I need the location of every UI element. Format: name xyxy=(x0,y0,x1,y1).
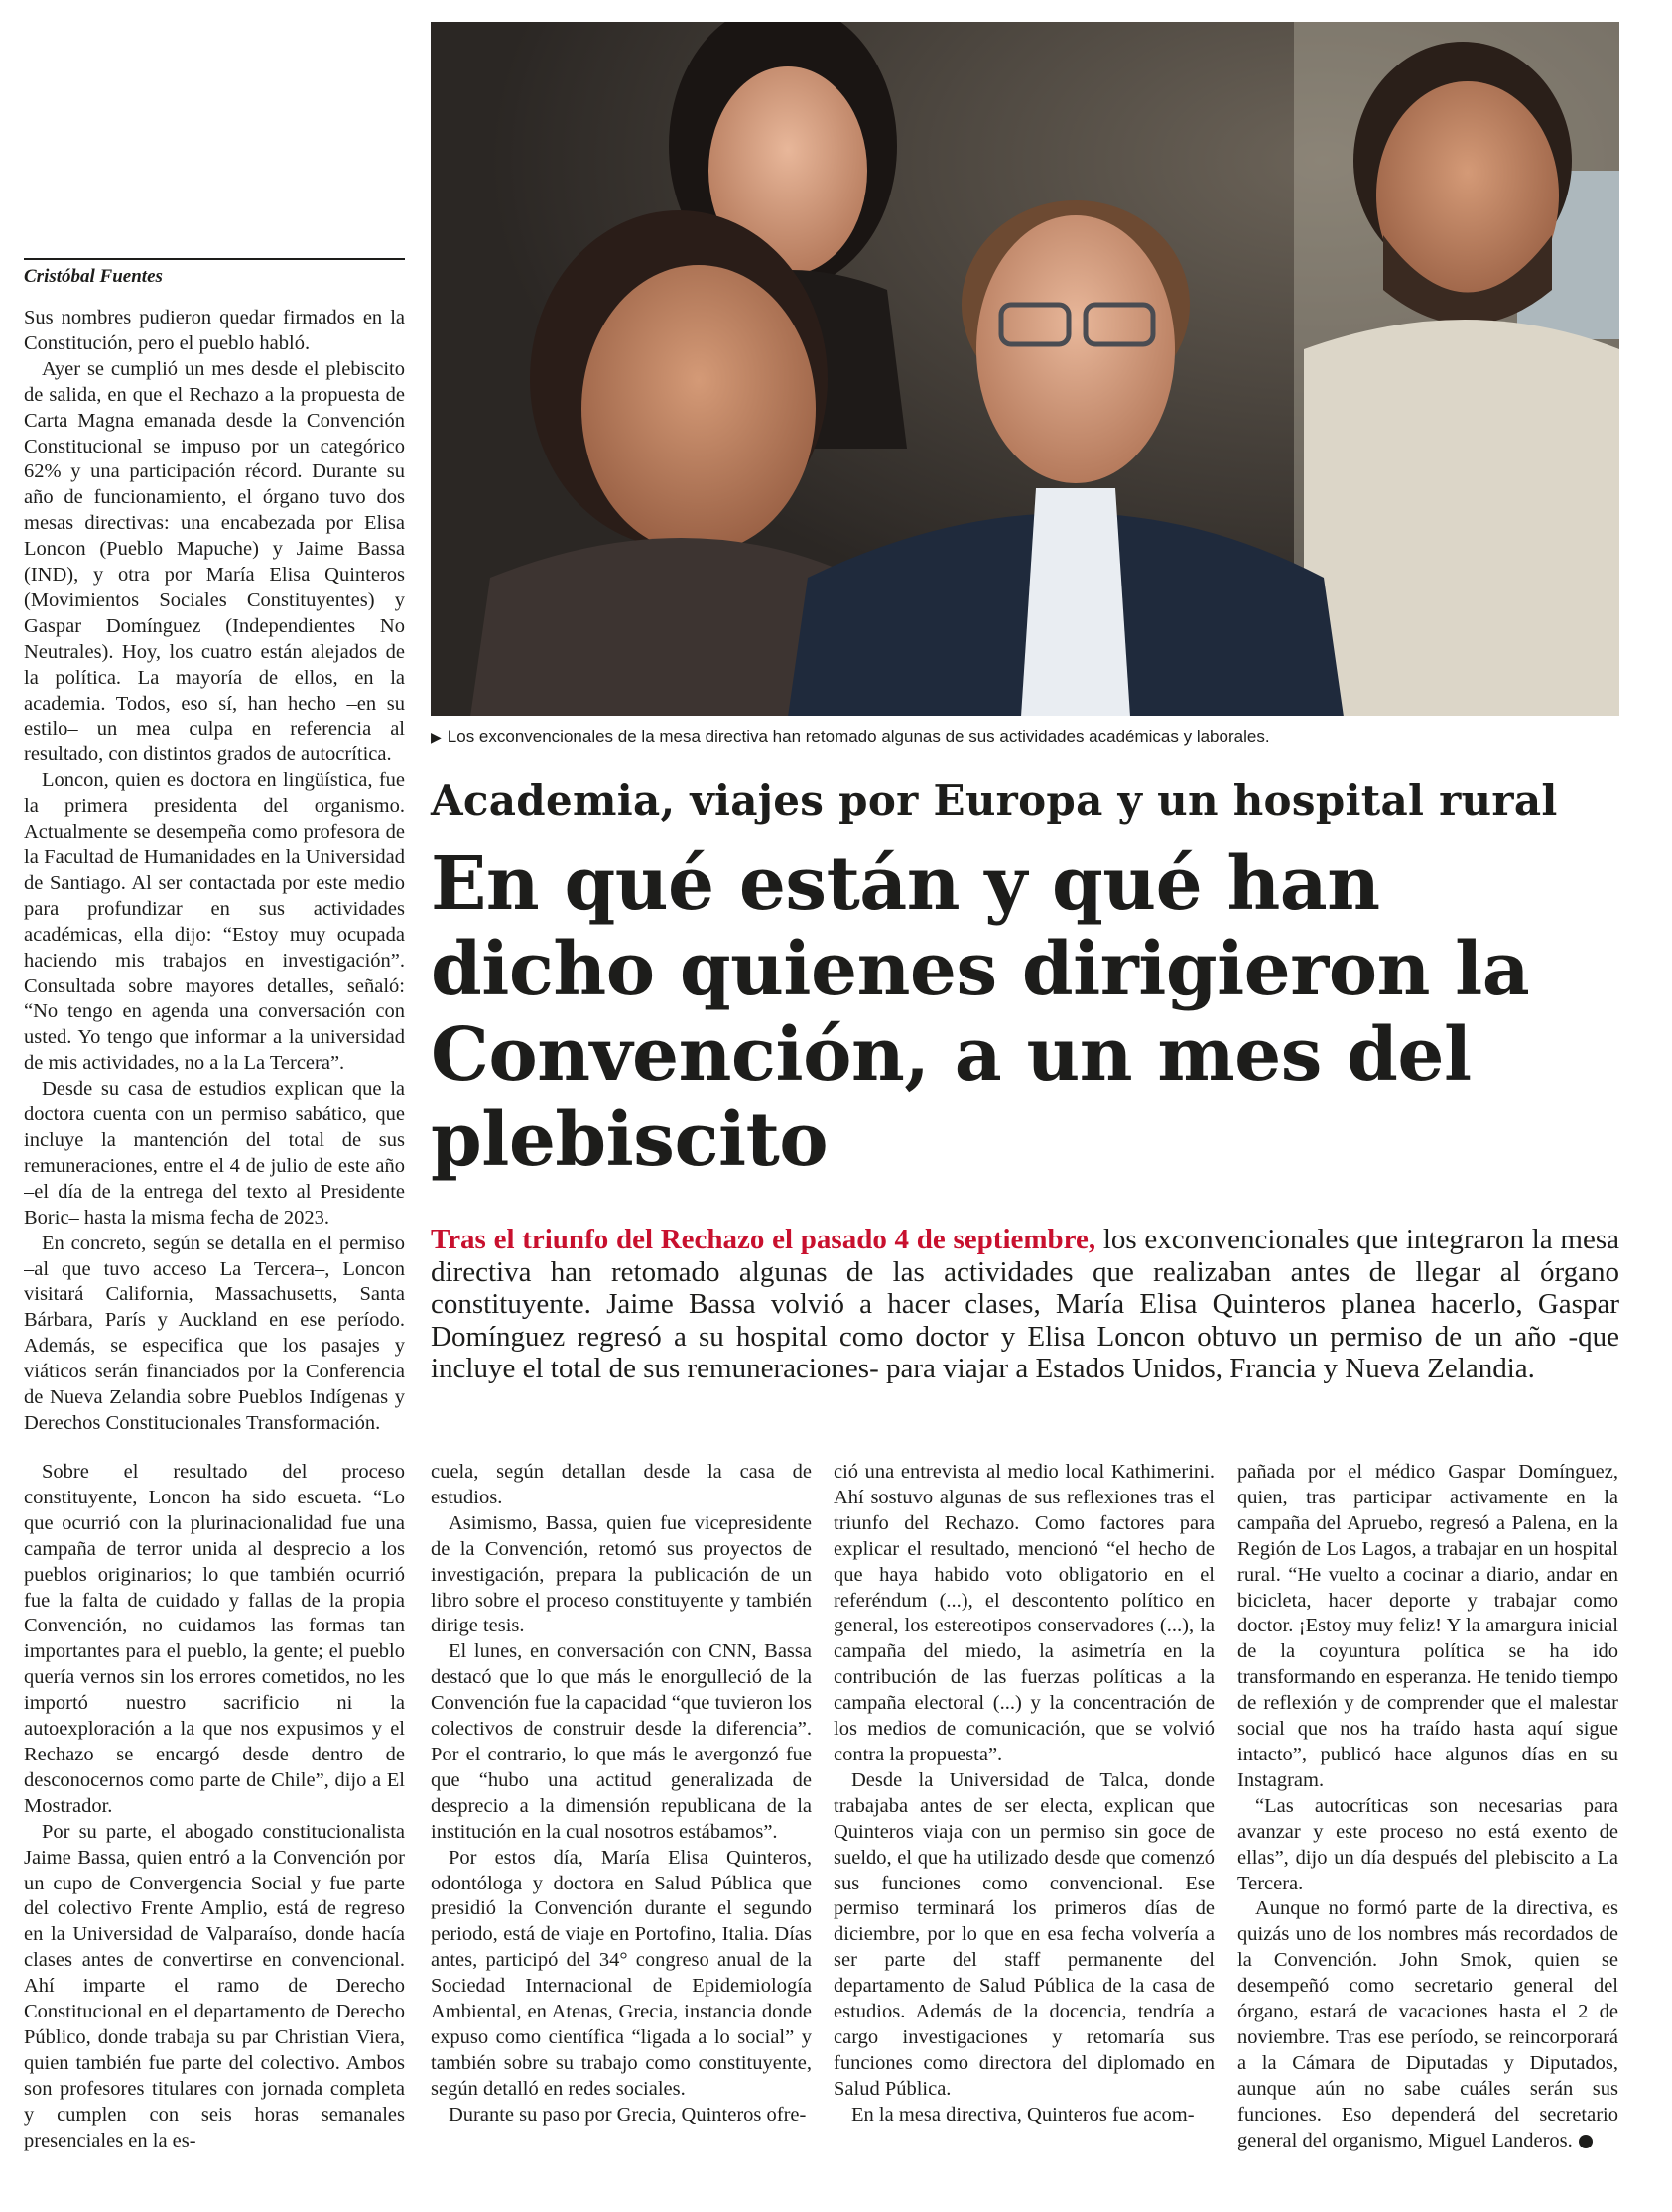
photo-illustration xyxy=(431,22,1619,716)
paragraph: cuela, según detallan desde la casa de estudios. xyxy=(431,1461,812,1508)
body-column-4 xyxy=(1237,1460,1618,2153)
paragraph: Asimismo, Bassa, quien fue vicepresidente de la Convención, retomó sus proyectos de investigación, prepara la publicación de un libro sobre el proceso constituyente y también dirige tesis. xyxy=(431,1511,812,1637)
body-column-1-bottom xyxy=(24,1460,405,2153)
lede xyxy=(431,1224,1619,1385)
paragraph: Durante su paso por Grecia, Quinteros ofre- xyxy=(449,2103,807,2126)
paragraph: Sobre el resultado del proceso constituyente, Loncon ha sido escueta. “Lo que ocurrió con la plurinacionalidad fue una campaña de terror unida al desprecio a los pueblos originarios; lo que también ocurrió fue la falta de cuidado y fallas de la propia Convención, no cuidamos las formas tan importantes para el pueblo, la gente; el pueblo quería vernos sin los errores cometidos, no les importó nuestro sacrificio ni la autoexploración a la que nos expusimos y el Rechazo se encargó desde dentro de desconocernos como parte de Chile”, dijo a El Mostrador. xyxy=(24,1461,405,1817)
kicker: Academia, viajes por Europa y un hospital rural xyxy=(431,776,1558,825)
paragraph: ció una entrevista al medio local Kathimerini. Ahí sostuvo algunas de sus reflexiones tras el triunfo del Rechazo. Como factores para explicar el resultado, mencionó “el hecho de que haya habido voto obligatorio en el referéndum (...), el descontento político en general, los estereotipos conservadores (...), la campaña del miedo, la asimetría en la contribución de las fuerzas políticas a la campaña electoral (...) y la concentración de los medios de comunicación, que se volvió contra la propuesta”. xyxy=(834,1461,1215,1765)
paragraph-text: Aunque no formó parte de la directiva, es quizás uno de los nombres más recordados de la Convención. John Smok, quien se desempeñó como secretario general del órgano, estará de vacaciones hasta el 2 de noviembre. Tras ese período, se reincorporará a la Cámara de Diputadas y Diputados, aunque aún no sabe cuáles serán sus funciones. Eso dependerá del secretario general del organismo, Miguel Landeros. xyxy=(1237,1897,1618,2151)
paragraph: Por su parte, el abogado constitucionalista Jaime Bassa, quien entró a la Convención por un cupo de Convergencia Social y fue parte del colectivo Frente Amplio, está de regreso en la Universidad de Valparaíso, donde hacía clases antes de convertirse en convencional. Ahí imparte el ramo de Derecho Constitucional en el departamento de Derecho Público, donde trabaja su par Christian Viera, quien también fue parte del colectivo. Ambos son profesores titulares con jornada completa y cumplen con seis horas semanales presenciales en la es- xyxy=(24,1820,405,2151)
paragraph: Loncon, quien es doctora en lingüística, fue la primera presidenta del organismo. Actualmente se desempeña como profesora de la Facultad de Humanidades en la Universidad de Santiago. Al ser contactada por este medio para profundizar en sus actividades académicas, ella dijo: “Estoy muy ocupada haciendo mis trabajos en investigación”. Consultada sobre mayores detalles, señaló: “No tengo en agenda una conversación con usted. Yo tengo que informar a la universidad de mis actividades, no a la La Tercera”. xyxy=(24,769,405,1075)
body-column-2 xyxy=(431,1460,812,2129)
article-photo xyxy=(431,22,1619,716)
byline: Cristóbal Fuentes xyxy=(24,258,405,288)
paragraph: Sus nombres pudieron quedar firmados en la Constitución, pero el pueblo habló. xyxy=(24,307,405,354)
body-column-3 xyxy=(834,1460,1215,2129)
paragraph: En concreto, según se detalla en el permiso –al que tuvo acceso La Tercera–, Loncon visitará California, Massachusetts, Santa Bárbara, París y Auckland en ese período. Además, se especifica que los pasajes y viáticos serán financiados por la Conferencia de Nueva Zelandia sobre Pueblos Indígenas y Derechos Constitucionales Transformación. xyxy=(24,1232,405,1434)
end-of-article-icon xyxy=(1579,2135,1593,2148)
caption-arrow-icon: ▶ xyxy=(431,729,442,745)
paragraph: Ayer se cumplió un mes desde el plebiscito de salida, en que el Rechazo a la propuesta de Carta Magna emanada desde la Convención Constitucional se impuso por un categórico 62% y una participación récord. Durante su año de funcionamiento, el órgano tuvo dos mesas directivas: una encabezada por Elisa Loncon (Pueblo Mapuche) y Jaime Bassa (IND), y otra por María Elisa Quinteros (Movimientos Sociales Constituyentes) y Gaspar Domínguez (Independientes No Neutrales). Hoy, los cuatro están alejados de la política. La mayoría de ellos, en la academia. Todos, eso sí, han hecho –en su estilo– un mea culpa en referencia al resultado, con distintos grados de autocrítica. xyxy=(24,357,405,766)
caption-text: Los exconvencionales de la mesa directiva han retomado algunas de sus actividades académicas y laborales. xyxy=(447,727,1270,746)
paragraph: pañada por el médico Gaspar Domínguez, quien, tras participar activamente en la campaña del Apruebo, regresó a Palena, en la Región de Los Lagos, a trabajar en un hospital rural. “He vuelto a cocinar a diario, andar en bicicleta, hacer deporte y trabajar como doctor. ¡Estoy muy feliz! Y la amargura inicial de la coyuntura política se ha ido transformando en esperanza. He tenido tiempo de reflexión y de comprender que el malestar social que nos ha traído hasta aquí sigue intacto”, publicó hace algunos días en su Instagram. xyxy=(1237,1461,1618,1791)
paragraph xyxy=(1237,1896,1618,2153)
body-column-1-top xyxy=(24,306,405,1447)
lede-lead-in: Tras el triunfo del Rechazo el pasado 4 de septiembre, xyxy=(431,1224,1096,1255)
paragraph: El lunes, en conversación con CNN, Bassa destacó que lo que más le enorgulleció de la Convención fue la capacidad “que tuvieron los colectivos de construir desde la diferencia”. Por el contrario, lo que más le avergonzó fue que “hubo una actitud generalizada de desprecio a la dimensión republicana de la institución en la cual nosotros estábamos”. xyxy=(431,1640,812,1843)
paragraph: En la mesa directiva, Quinteros fue acom- xyxy=(851,2103,1195,2126)
paragraph: “Las autocríticas son necesarias para avanzar y este proceso no está exento de ellas”, dijo un día después del plebiscito a La Tercera. xyxy=(1237,1794,1618,1894)
paragraph: Desde la Universidad de Talca, donde trabajaba antes de ser electa, explican que Quinteros viaja con un permiso sin goce de sueldo, el que ha utilizado desde que comenzó sus funciones como convencional. Ese permiso terminará los primeros días de diciembre, por lo que en esa fecha volvería a ser parte del staff permanente del departamento de Salud Pública de la casa de estudios. Además de la docencia, tendría a cargo investigaciones y retomaría sus funciones como directora del diplomado en Salud Pública. xyxy=(834,1768,1215,2100)
lede-text: los exconvencionales que integraron la mesa directiva han retomado algunas de las actividades que realizaban antes de llegar al órgano constituyente. Jaime Bassa volvió a hacer clases, María Elisa Quinteros planea hacerlo, Gaspar Domínguez regresó a su hospital como doctor y Elisa Loncon obtuvo un permiso de un año -que incluye el total de sus remuneraciones- para viajar a Estados Unidos, Francia y Nueva Zelandia. xyxy=(431,1224,1619,1384)
headline: En qué están y qué han dicho quienes dirigieron la Convención, a un mes del plebiscito xyxy=(431,842,1530,1183)
paragraph: Desde su casa de estudios explican que la doctora cuenta con un permiso sabático, que incluye la mantención del total de sus remuneraciones, entre el 4 de julio de este año –el día de la entrega del texto al Presidente Boric– hasta la misma fecha de 2023. xyxy=(24,1078,405,1229)
photo-caption xyxy=(431,727,1619,747)
paragraph: Por estos día, María Elisa Quinteros, odontóloga y doctora en Salud Pública que presidió la Convención durante el segundo periodo, está de viaje en Portofino, Italia. Días antes, participó del 34° congreso anual de la Sociedad Internacional de Epidemiología Ambiental, en Atenas, Grecia, instancia donde expuso como científica “ligada a lo social” y también sobre su trabajo como constituyente, según detalló en redes sociales. xyxy=(431,1846,812,2100)
